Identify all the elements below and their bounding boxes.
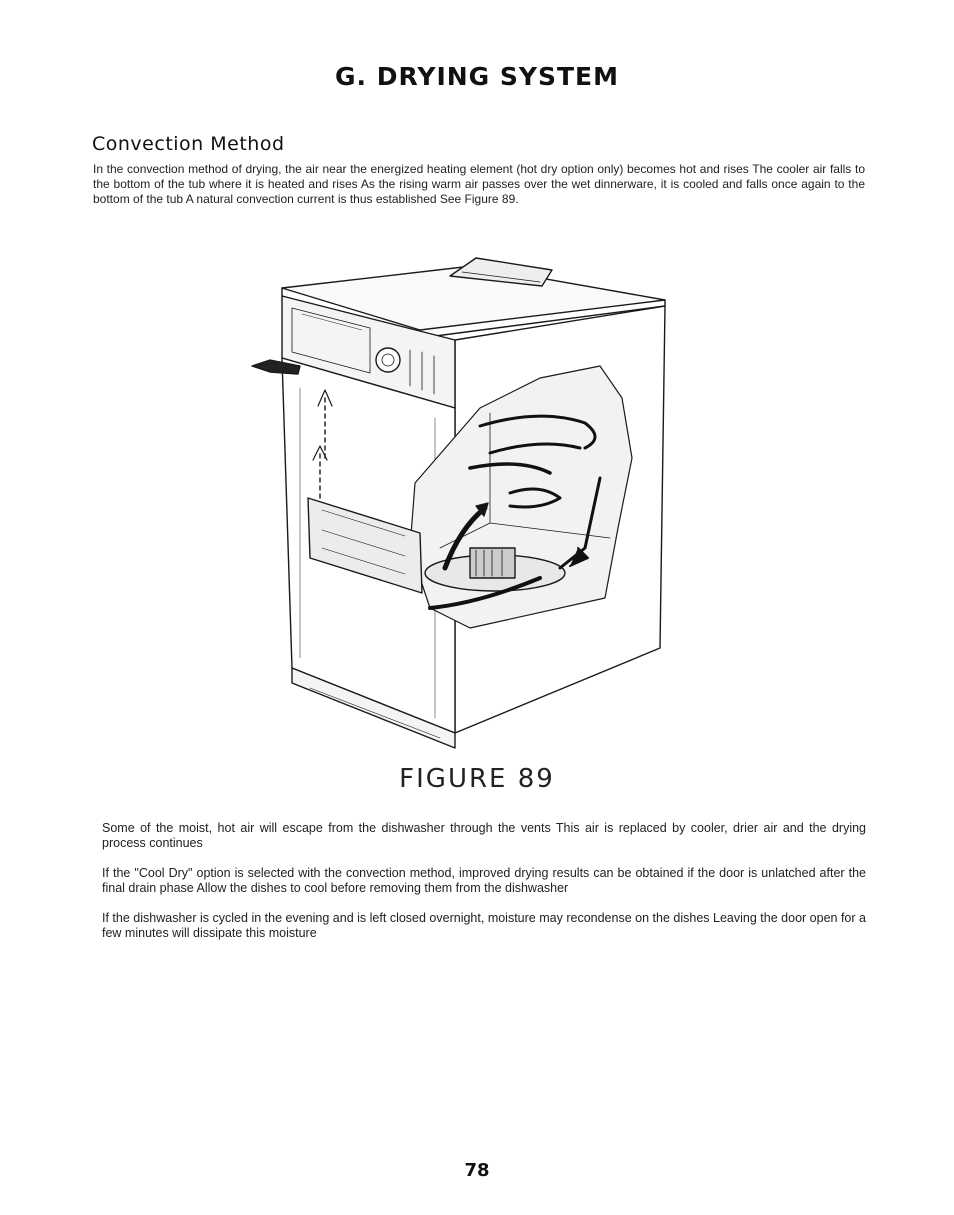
page-title: G. DRYING SYSTEM xyxy=(334,62,620,91)
body-paragraph: If the dishwasher is cycled in the evening and is left closed overnight, moisture may recondense on the dishes Leaving the door open for a few minutes will dissipate this moisture xyxy=(102,911,866,940)
section-heading: Convection Method xyxy=(92,133,285,155)
body-paragraph: Some of the moist, hot air will escape from the dishwasher through the vents This air is replaced by cooler, drier air and the drying process continues xyxy=(102,821,866,850)
figure-caption: FIGURE 89 xyxy=(399,764,555,794)
dishwasher-illustration xyxy=(240,248,680,753)
page-number: 78 xyxy=(464,1160,490,1181)
body-paragraph: If the "Cool Dry" option is selected with the convection method, improved drying results can be obtained if the door is unlatched after the final drain phase Allow the dishes to cool before removing them from the dishwasher xyxy=(102,866,866,895)
intro-paragraph: In the convection method of drying, the air near the energized heating element (hot dry option only) becomes hot and rises The cooler air falls to the bottom of the tub where it is heated and rises As the rising warm air passes over the wet dinnerware, it is cooled and falls once again to the bottom of the tub A natural convection current is thus established See Figure 89. xyxy=(93,162,865,206)
control-dial xyxy=(376,348,400,372)
